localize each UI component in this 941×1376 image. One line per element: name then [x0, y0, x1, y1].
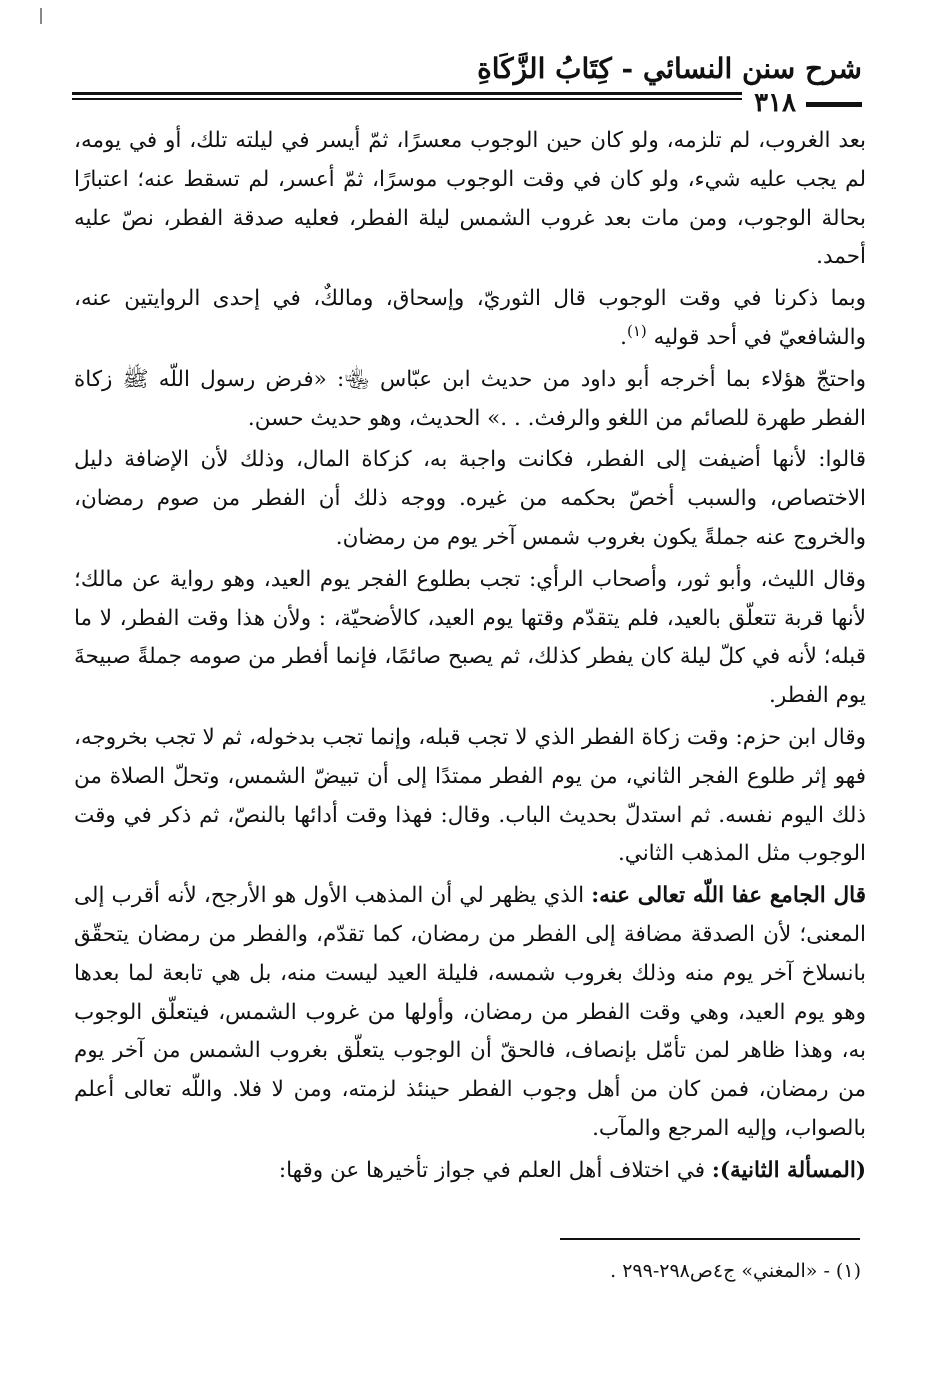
paragraph-2	[74, 280, 866, 358]
paragraph-text: وقال الليث، وأبو ثور، وأصحاب الرأي: تجب بطلوع الفجر يوم العيد، وهو رواية عن مالك؛ لأنها قربة تتعلّق بالعيد، فلم يتقدّم وقتها يوم العيد، كالأضحيّة، : ولأن هذا وقت الفطر، لا ما قبله؛ لأنه في كلّ ليلة كان يفطر كذلك، ثم يصبح صائمًا، فإنما أفطر من صومه جملةً صبيحةَ يوم الفطر.	[74, 566, 866, 709]
paragraph-text: بعد الغروب، لم تلزمه، ولو كان حين الوجوب معسرًا، ثمّ أيسر في ليلته تلك، أو في يومه، لم يجب عليه شيء، ولو كان في وقت الوجوب موسرًا، ثمّ أعسر، لم تسقط عنه؛ اعتبارًا بحالة الوجوب، ومن مات بعد غروب الشمس ليلة الفطر، فعليه صدقة الفطر، نصّ عليه أحمد.	[74, 128, 866, 270]
paragraph-lead: (المسألة الثانية):	[711, 1157, 866, 1183]
footnote-text: (١) - «المغني» ج٤ص٢٩٨-٢٩٩ .	[610, 1260, 861, 1282]
paragraph-8	[74, 1152, 866, 1191]
paragraph-3	[74, 361, 866, 439]
page-number	[754, 88, 862, 118]
page-number-rule-left	[806, 102, 862, 107]
header-rule-thin	[72, 98, 742, 100]
running-title: شرح سنن النسائي - كِتَابُ الزَّكَاةِ	[477, 52, 862, 85]
paragraph-text: قالوا: لأنها أضيفت إلى الفطر، فكانت واجبة به، كزكاة المال، وذلك لأن الإضافة دليل الاختصاص، والسبب أخصّ بحكمه من غيره. ووجه ذلك أن الفطر من صوم رمضان، والخروج عنه جملةً يكون بغروب شمس آخر يوم من رمضان.	[74, 447, 866, 550]
paragraph-6	[74, 719, 866, 874]
paragraph-text: الذي يظهر لي أن المذهب الأول هو الأرجح، لأنه أقرب إلى المعنى؛ لأن الصدقة مضافة إلى الفطر من رمضان، كما تقدّم، والفطر من رمضان يتحقّق بانسلاخ آخر يوم منه وذلك بغروب شمسه، فليلة العيد ليست منه، بل هي تابعة لما بعدها وهو يوم العيد، وهي وقت الفطر من رمضان، وأولها من غروب الشمس، فيتعلّق الوجوب به، وهذا ظاهر لمن تأمّل بإنصاف، فالحقّ أن الوجوب يتعلّق بغروب الشمس من آخر يوم من رمضان، فمن كان من أهل وجوب الفطر حينئذ لزمته، ومن لا فلا. واللّه تعالى أعلم بالصواب، وإليه المرجع والمآب.	[74, 883, 866, 1141]
page-number-text: ٣١٨	[754, 88, 796, 118]
paragraph-5	[74, 561, 866, 716]
paragraph-text: في اختلاف أهل العلم في جواز تأخيرها عن وقها:	[278, 1157, 712, 1183]
body-text	[74, 122, 866, 1194]
paragraph-end: .	[620, 324, 627, 350]
paragraph-lead: قال الجامع عفا اللّه تعالى عنه:	[591, 883, 866, 909]
footnote-ref[interactable]: (١)	[626, 321, 647, 340]
paragraph-text: وقال ابن حزم: وقت زكاة الفطر الذي لا تجب قبله، وإنما تجب بدخوله، ثم لا تجب بخروجه، فهو إثر طلوع الفجر الثاني، من يوم الفطر ممتدًا إلى أن تبيضّ الشمس، وتحلّ الصلاة من ذلك اليوم نفسه. ثم استدلّ بحديث الباب. وقال: فهذا وقت أدائها بالنصّ، ثم ذكر في وقت الوجوب مثل المذهب الثاني.	[74, 724, 866, 867]
header-rule	[72, 92, 742, 95]
paragraph-text: وبما ذكرنا في وقت الوجوب قال الثوريّ، وإسحاق، ومالكٌ، في إحدى الروايتين عنه، والشافعيّ في أحد قوليه	[74, 286, 866, 350]
scan-mark	[40, 8, 42, 24]
footnote-rule	[560, 1238, 860, 1240]
paragraph-4	[74, 441, 866, 557]
paragraph-7	[74, 877, 866, 1149]
page-header	[72, 50, 862, 120]
footnote	[81, 1255, 861, 1287]
paragraph-1	[74, 122, 866, 277]
paragraph-text: واحتجّ هؤلاء بما أخرجه أبو داود من حديث ابن عبّاس ﵄: «فرض رسول اللّه ﷺ زكاة الفطر طهرة للصائم من اللغو والرفث. . .» الحديث، وهو حديث حسن.	[74, 366, 866, 431]
